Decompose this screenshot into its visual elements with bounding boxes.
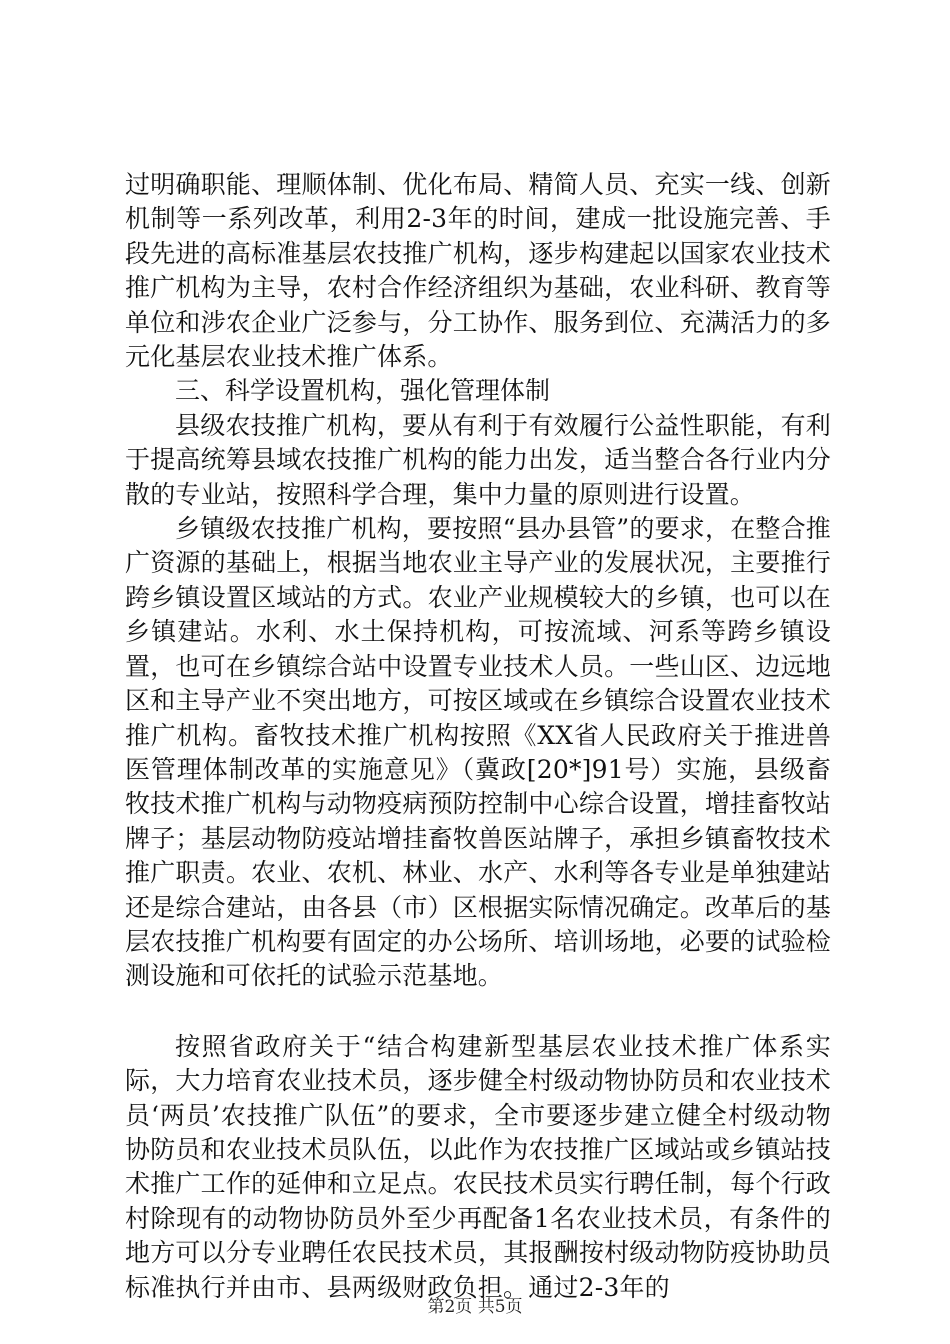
document-body [125, 168, 831, 1305]
page-number-footer: 第2页 共5页 [427, 1297, 523, 1317]
paragraph-county-agency: 县级农技推广机构，要从有利于有效履行公益性职能，有利于提高统筹县域农技推广机构的能力出发，适当整合各行业内分散的专业站，按照科学合理，集中力量的原则进行设置。 [125, 410, 831, 509]
paragraph-gap [125, 994, 831, 1030]
paragraph-village-technicians: 按照省政府关于“结合构建新型基层农业技术推广体系实际，大力培育农业技术员，逐步健全村级动物协防员和农业技术员‘两员’农技推广队伍”的要求，全市要逐步建立健全村级动物协防员和农业技术员队伍，以此作为农技推广区域站或乡镇站技术推广工作的延伸和立足点。农民技术员实行聘任制，每个行政村除现有的动物协防员外至少再配备1名农业技术员，有条件的地方可以分专业聘任农民技术员，其报酬按村级动物防疫协助员标准执行并由市、县两级财政负担。通过2-3年的 [125, 1031, 831, 1302]
paragraph-reform-goal: 过明确职能、理顺体制、优化布局、精简人员、充实一线、创新机制等一系列改革，利用2-3年的时间，建成一批设施完善、手段先进的高标准基层农技推广机构，逐步构建起以国家农业技术推广机构为主导，农村合作经济组织为基础，农业科研、教育等单位和涉农企业广泛参与，分工协作、服务到位、充满活力的多元化基层农业技术推广体系。 [125, 170, 831, 372]
paragraph-township-agency: 乡镇级农技推广机构，要按照“县办县管”的要求，在整合推广资源的基础上，根据当地农业主导产业的发展状况，主要推行跨乡镇设置区域站的方式。农业产业规模较大的乡镇，也可以在乡镇建站。水利、水土保持机构，可按流域、河系等跨乡镇设置，也可在乡镇综合站中设置专业技术人员。一些山区、边远地区和主导产业不突出地方，可按区域或在乡镇综合设置农业技术推广机构。畜牧技术推广机构按照《XX省人民政府关于推进兽医管理体制改革的实施意见》（冀政[20*]91号）实施，县级畜牧技术推广机构与动物疫病预防控制中心综合设置，增挂畜牧站牌子；基层动物防疫站增挂畜牧兽医站牌子，承担乡镇畜牧技术推广职责。农业、农机、林业、水产、水利等各专业是单独建站还是综合建站，由各县（市）区根据实际情况确定。改革后的基层农技推广机构要有固定的办公场所、培训场地，必要的试验检测设施和可依托的试验示范基地。 [125, 514, 831, 991]
section-heading-3: 三、科学设置机构，强化管理体制 [175, 376, 551, 406]
